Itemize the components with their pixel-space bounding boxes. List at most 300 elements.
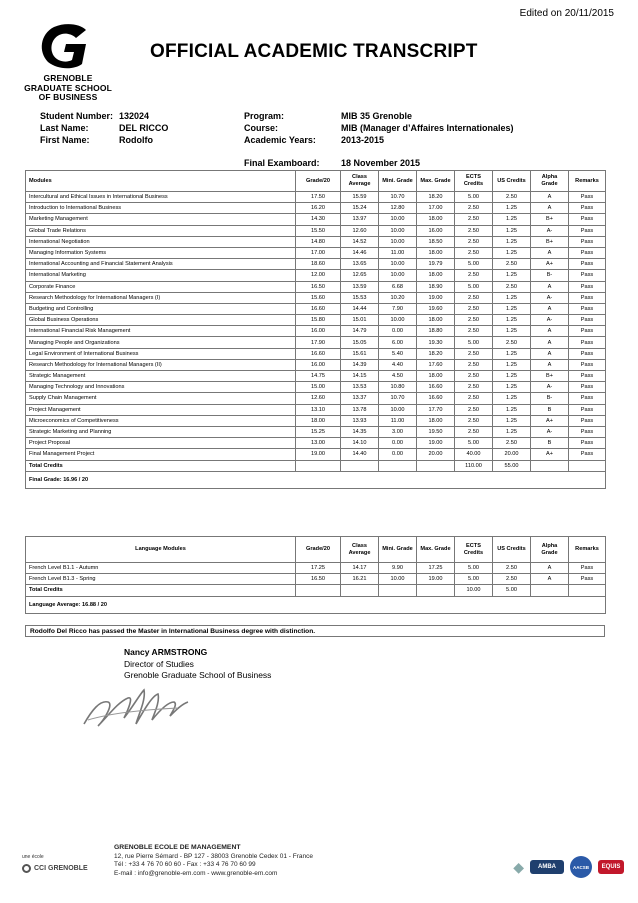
module-name: Budgeting and Controlling	[26, 303, 296, 314]
student-number: 132024	[119, 111, 150, 121]
mini-grade: 6.00	[379, 337, 417, 348]
max-grade: 16.60	[417, 382, 455, 393]
last-name: DEL RICCO	[119, 123, 169, 133]
remarks: Pass	[569, 214, 606, 225]
ects: 2.50	[455, 359, 493, 370]
col-language-modules: Language Modules	[26, 537, 296, 563]
max-grade: 19.00	[417, 438, 455, 449]
class-average: 15.01	[341, 315, 379, 326]
grade: 14.80	[296, 236, 341, 247]
ects: 5.00	[455, 574, 493, 585]
us-credits: 2.50	[493, 281, 531, 292]
mini-grade: 3.00	[379, 426, 417, 437]
accreditations	[513, 856, 624, 878]
mini-grade: 10.70	[379, 393, 417, 404]
remarks: Pass	[569, 348, 606, 359]
amba-badge: AMBA	[530, 860, 564, 874]
module-name: International Marketing	[26, 270, 296, 281]
signatory-name: Nancy ARMSTRONG	[124, 647, 208, 657]
max-grade: 18.90	[417, 281, 455, 292]
max-grade: 19.30	[417, 337, 455, 348]
us-credits: 2.50	[493, 574, 531, 585]
final-examboard	[244, 158, 420, 168]
total-ects: 110.00	[455, 460, 493, 471]
ects: 2.50	[455, 393, 493, 404]
col-mini-grade: Mini. Grade	[379, 537, 417, 563]
student-info	[40, 110, 514, 146]
max-grade: 17.70	[417, 404, 455, 415]
table-row	[26, 236, 606, 247]
col-alpha-grade: Alpha Grade	[531, 537, 569, 563]
module-name: Project Proposal	[26, 438, 296, 449]
ects: 5.00	[455, 438, 493, 449]
edited-date: Edited on 20/11/2015	[519, 8, 614, 19]
class-average: 13.78	[341, 404, 379, 415]
remarks: Pass	[569, 371, 606, 382]
col-us-credits: US Credits	[493, 537, 531, 563]
school-logo	[22, 22, 114, 103]
us-credits: 1.25	[493, 371, 531, 382]
ects: 2.50	[455, 225, 493, 236]
module-name: Strategic Management	[26, 371, 296, 382]
module-name: Legal Environment of International Business	[26, 348, 296, 359]
ects: 5.00	[455, 192, 493, 203]
col-modules: Modules	[26, 171, 296, 192]
table-row	[26, 270, 606, 281]
language-header-row	[26, 537, 606, 563]
grade: 12.60	[296, 393, 341, 404]
ects: 2.50	[455, 348, 493, 359]
class-average: 13.65	[341, 259, 379, 270]
grade: 15.00	[296, 382, 341, 393]
remarks: Pass	[569, 292, 606, 303]
ects: 5.00	[455, 281, 493, 292]
mini-grade: 9.90	[379, 563, 417, 574]
alpha-grade: B+	[531, 371, 569, 382]
remarks: Pass	[569, 225, 606, 236]
class-average: 13.97	[341, 214, 379, 225]
class-average: 14.17	[341, 563, 379, 574]
us-credits: 2.50	[493, 337, 531, 348]
module-name: Microeconomics of Competitiveness	[26, 415, 296, 426]
mini-grade: 4.50	[379, 371, 417, 382]
remarks: Pass	[569, 315, 606, 326]
grade: 16.20	[296, 203, 341, 214]
grade: 13.10	[296, 404, 341, 415]
module-name: Corporate Finance	[26, 281, 296, 292]
logo-line-2: GRADUATE SCHOOL	[24, 82, 112, 93]
max-grade: 16.60	[417, 393, 455, 404]
final-grade-row	[26, 471, 606, 488]
grade: 19.00	[296, 449, 341, 460]
mini-grade: 6.68	[379, 281, 417, 292]
remarks: Pass	[569, 337, 606, 348]
ects: 2.50	[455, 315, 493, 326]
ects: 40.00	[455, 449, 493, 460]
ects: 2.50	[455, 404, 493, 415]
col-class-average: Class Average	[341, 171, 379, 192]
max-grade: 18.00	[417, 270, 455, 281]
class-average: 13.93	[341, 415, 379, 426]
alpha-grade: B+	[531, 236, 569, 247]
signatory-block	[124, 647, 271, 682]
email-line: E-mail : info@grenoble-em.com - www.grenoble-em.com	[114, 869, 278, 877]
language-total-ects: 10.00	[455, 585, 493, 596]
max-grade: 18.00	[417, 214, 455, 225]
module-name: Managing Information Systems	[26, 247, 296, 258]
max-grade: 17.60	[417, 359, 455, 370]
us-credits: 1.25	[493, 292, 531, 303]
table-row	[26, 225, 606, 236]
max-grade: 18.20	[417, 348, 455, 359]
max-grade: 18.00	[417, 247, 455, 258]
remarks: Pass	[569, 270, 606, 281]
mini-grade: 0.00	[379, 326, 417, 337]
us-credits: 1.25	[493, 236, 531, 247]
phone-line: Tél : +33 4 76 70 60 60 - Fax : +33 4 76 70 60 99	[114, 861, 256, 869]
grade: 15.50	[296, 225, 341, 236]
module-name: Supply Chain Management	[26, 393, 296, 404]
mini-grade: 10.00	[379, 225, 417, 236]
table-row	[26, 326, 606, 337]
col-ects: ECTS Credits	[455, 537, 493, 563]
remarks: Pass	[569, 449, 606, 460]
class-average: 14.44	[341, 303, 379, 314]
class-average: 14.10	[341, 438, 379, 449]
aacsb-badge: AACSB	[570, 856, 592, 878]
max-grade: 19.00	[417, 292, 455, 303]
grade: 13.00	[296, 438, 341, 449]
module-name: Global Business Operations	[26, 315, 296, 326]
class-average: 14.35	[341, 426, 379, 437]
handwritten-signature	[78, 680, 198, 735]
table-row	[26, 404, 606, 415]
grade: 15.25	[296, 426, 341, 437]
module-name: Introduction to International Business	[26, 203, 296, 214]
ects: 2.50	[455, 415, 493, 426]
remarks: Pass	[569, 247, 606, 258]
mini-grade: 0.00	[379, 438, 417, 449]
logo-line-3: OF BUSINESS	[38, 92, 98, 102]
grade: 17.90	[296, 337, 341, 348]
mini-grade: 4.40	[379, 359, 417, 370]
us-credits: 1.25	[493, 348, 531, 359]
table-row	[26, 214, 606, 225]
remarks: Pass	[569, 236, 606, 247]
max-grade: 18.00	[417, 315, 455, 326]
max-grade: 18.20	[417, 192, 455, 203]
us-credits: 1.25	[493, 326, 531, 337]
class-average: 12.60	[341, 225, 379, 236]
alpha-grade: A-	[531, 315, 569, 326]
ects: 2.50	[455, 426, 493, 437]
examboard-date: 18 November 2015	[341, 158, 421, 168]
language-table	[25, 536, 606, 614]
alpha-grade: B	[531, 438, 569, 449]
course-label: Course:	[244, 123, 279, 133]
max-grade: 20.00	[417, 449, 455, 460]
alpha-grade: A+	[531, 449, 569, 460]
ects: 2.50	[455, 382, 493, 393]
alpha-grade: A	[531, 247, 569, 258]
class-average: 16.21	[341, 574, 379, 585]
max-grade: 18.50	[417, 236, 455, 247]
class-average: 15.61	[341, 348, 379, 359]
remarks: Pass	[569, 438, 606, 449]
module-name: Managing Technology and Innovations	[26, 382, 296, 393]
total-credits-label: Total Credits	[26, 460, 296, 471]
first-name-label: First Name:	[40, 135, 90, 145]
remarks: Pass	[569, 281, 606, 292]
remarks: Pass	[569, 326, 606, 337]
mini-grade: 11.00	[379, 415, 417, 426]
school-address	[114, 844, 313, 878]
col-max-grade: Max. Grade	[417, 171, 455, 192]
alpha-grade: A-	[531, 382, 569, 393]
table-row	[26, 393, 606, 404]
alpha-grade: B-	[531, 270, 569, 281]
grade: 14.75	[296, 371, 341, 382]
module-name: Global Trade Relations	[26, 225, 296, 236]
language-average: Language Average: 16.88 / 20	[26, 596, 606, 613]
alpha-grade: B-	[531, 393, 569, 404]
remarks: Pass	[569, 393, 606, 404]
max-grade: 18.80	[417, 326, 455, 337]
ects: 5.00	[455, 259, 493, 270]
class-average: 13.37	[341, 393, 379, 404]
alpha-grade: A	[531, 359, 569, 370]
mini-grade: 10.00	[379, 404, 417, 415]
grade: 16.00	[296, 326, 341, 337]
alpha-grade: A	[531, 281, 569, 292]
module-name: French Level B1.1 - Autumn	[26, 563, 296, 574]
table-row	[26, 337, 606, 348]
mini-grade: 0.00	[379, 449, 417, 460]
class-average: 14.40	[341, 449, 379, 460]
modules-table	[25, 170, 606, 489]
class-average: 15.59	[341, 192, 379, 203]
logo-line-1: GRENOBLE	[43, 73, 93, 83]
us-credits: 2.50	[493, 192, 531, 203]
remarks: Pass	[569, 574, 606, 585]
col-max-grade: Max. Grade	[417, 537, 455, 563]
program: MIB 35 Grenoble	[341, 111, 413, 121]
table-row	[26, 303, 606, 314]
grade: 17.25	[296, 563, 341, 574]
us-credits: 2.50	[493, 259, 531, 270]
table-row	[26, 292, 606, 303]
mini-grade: 10.20	[379, 292, 417, 303]
table-row	[26, 449, 606, 460]
mini-grade: 10.70	[379, 192, 417, 203]
alpha-grade: A-	[531, 292, 569, 303]
remarks: Pass	[569, 203, 606, 214]
col-remarks: Remarks	[569, 171, 606, 192]
module-name: International Accounting and Financial Statement Analysis	[26, 259, 296, 270]
us-credits: 1.25	[493, 225, 531, 236]
remarks: Pass	[569, 563, 606, 574]
max-grade: 17.00	[417, 203, 455, 214]
col-grade: Grade/20	[296, 171, 341, 192]
language-total-label: Total Credits	[26, 585, 296, 596]
first-name: Rodolfo	[119, 135, 153, 145]
col-mini-grade: Mini. Grade	[379, 171, 417, 192]
table-row	[26, 574, 606, 585]
module-name: Managing People and Organizations	[26, 337, 296, 348]
alpha-grade: A	[531, 326, 569, 337]
us-credits: 1.25	[493, 415, 531, 426]
us-credits: 2.50	[493, 438, 531, 449]
mini-grade: 11.00	[379, 247, 417, 258]
grade: 16.50	[296, 574, 341, 585]
ects: 2.50	[455, 247, 493, 258]
page-title: OFFICIAL ACADEMIC TRANSCRIPT	[150, 41, 478, 62]
alpha-grade: A-	[531, 225, 569, 236]
alpha-grade: A-	[531, 426, 569, 437]
grade: 12.00	[296, 270, 341, 281]
ects: 5.00	[455, 563, 493, 574]
mini-grade: 5.40	[379, 348, 417, 359]
distinction-note: Rodolfo Del Ricco has passed the Master in International Business degree with distinction.	[25, 625, 605, 637]
max-grade: 19.79	[417, 259, 455, 270]
col-ects: ECTS Credits	[455, 171, 493, 192]
modules-header-row	[26, 171, 606, 192]
grade: 16.60	[296, 303, 341, 314]
alpha-grade: B	[531, 404, 569, 415]
module-name: French Level B1.3 - Spring	[26, 574, 296, 585]
table-row	[26, 247, 606, 258]
mini-grade: 10.00	[379, 574, 417, 585]
modules-total-row	[26, 460, 606, 471]
class-average: 14.46	[341, 247, 379, 258]
grade: 15.60	[296, 292, 341, 303]
table-row	[26, 192, 606, 203]
module-name: Project Management	[26, 404, 296, 415]
table-row	[26, 415, 606, 426]
max-grade: 18.00	[417, 415, 455, 426]
cci-circle-icon	[22, 864, 31, 873]
mini-grade: 10.00	[379, 214, 417, 225]
class-average: 14.52	[341, 236, 379, 247]
remarks: Pass	[569, 404, 606, 415]
col-class-average: Class Average	[341, 537, 379, 563]
col-remarks: Remarks	[569, 537, 606, 563]
signatory-role: Director of Studies	[124, 658, 194, 669]
table-row	[26, 315, 606, 326]
grade: 17.50	[296, 192, 341, 203]
class-average: 14.39	[341, 359, 379, 370]
ects: 2.50	[455, 303, 493, 314]
class-average: 15.24	[341, 203, 379, 214]
total-us: 55.00	[493, 460, 531, 471]
grade: 17.00	[296, 247, 341, 258]
cci-logo	[22, 854, 88, 873]
student-number-label: Student Number:	[40, 111, 113, 121]
school-name: GRENOBLE ECOLE DE MANAGEMENT	[114, 844, 241, 851]
table-row	[26, 426, 606, 437]
mini-grade: 10.00	[379, 315, 417, 326]
ects: 2.50	[455, 371, 493, 382]
max-grade: 19.60	[417, 303, 455, 314]
grade: 16.00	[296, 359, 341, 370]
module-name: Research Methodology for International Managers (II)	[26, 359, 296, 370]
module-name: Intercultural and Ethical Issues in International Business	[26, 192, 296, 203]
signatory-org: Grenoble Graduate School of Business	[124, 670, 272, 680]
remarks: Pass	[569, 382, 606, 393]
ects: 2.50	[455, 326, 493, 337]
alpha-grade: A	[531, 303, 569, 314]
max-grade: 18.00	[417, 371, 455, 382]
examboard-label: Final Examboard:	[244, 158, 320, 168]
ects: 2.50	[455, 203, 493, 214]
class-average: 14.15	[341, 371, 379, 382]
us-credits: 1.25	[493, 382, 531, 393]
max-grade: 19.50	[417, 426, 455, 437]
footer	[0, 838, 638, 903]
remarks: Pass	[569, 192, 606, 203]
alpha-grade: A	[531, 192, 569, 203]
table-row	[26, 259, 606, 270]
ects: 5.00	[455, 337, 493, 348]
class-average: 14.79	[341, 326, 379, 337]
table-row	[26, 438, 606, 449]
program-label: Program:	[244, 111, 285, 121]
grade: 14.30	[296, 214, 341, 225]
ects: 2.50	[455, 292, 493, 303]
alpha-grade: A	[531, 203, 569, 214]
academic-years: 2013-2015	[341, 135, 385, 145]
grade: 15.80	[296, 315, 341, 326]
us-credits: 1.25	[493, 214, 531, 225]
table-row	[26, 382, 606, 393]
class-average: 12.65	[341, 270, 379, 281]
language-total-us: 5.00	[493, 585, 531, 596]
max-grade: 17.25	[417, 563, 455, 574]
class-average: 13.53	[341, 382, 379, 393]
max-grade: 19.00	[417, 574, 455, 585]
module-name: International Negotiation	[26, 236, 296, 247]
table-row	[26, 563, 606, 574]
us-credits: 1.25	[493, 393, 531, 404]
us-credits: 2.50	[493, 563, 531, 574]
remarks: Pass	[569, 359, 606, 370]
module-name: Research Methodology for International Managers (I)	[26, 292, 296, 303]
us-credits: 1.25	[493, 404, 531, 415]
alpha-grade: A	[531, 574, 569, 585]
alpha-grade: A	[531, 348, 569, 359]
module-name: International Financial Risk Management	[26, 326, 296, 337]
us-credits: 1.25	[493, 426, 531, 437]
class-average: 13.59	[341, 281, 379, 292]
class-average: 15.05	[341, 337, 379, 348]
table-row	[26, 203, 606, 214]
grenoble-g-logo-icon	[36, 22, 100, 70]
language-total-row	[26, 585, 606, 596]
col-grade: Grade/20	[296, 537, 341, 563]
us-credits: 1.25	[493, 203, 531, 214]
remarks: Pass	[569, 415, 606, 426]
mini-grade: 10.00	[379, 270, 417, 281]
remarks: Pass	[569, 259, 606, 270]
years-label: Academic Years:	[244, 135, 316, 145]
mini-grade: 10.00	[379, 236, 417, 247]
mini-grade: 10.00	[379, 259, 417, 270]
ects: 2.50	[455, 236, 493, 247]
grade: 16.50	[296, 281, 341, 292]
mini-grade: 10.80	[379, 382, 417, 393]
address-line: 12, rue Pierre Sémard - BP 127 - 38003 Grenoble Cedex 01 - France	[114, 852, 313, 860]
grade: 18.60	[296, 259, 341, 270]
